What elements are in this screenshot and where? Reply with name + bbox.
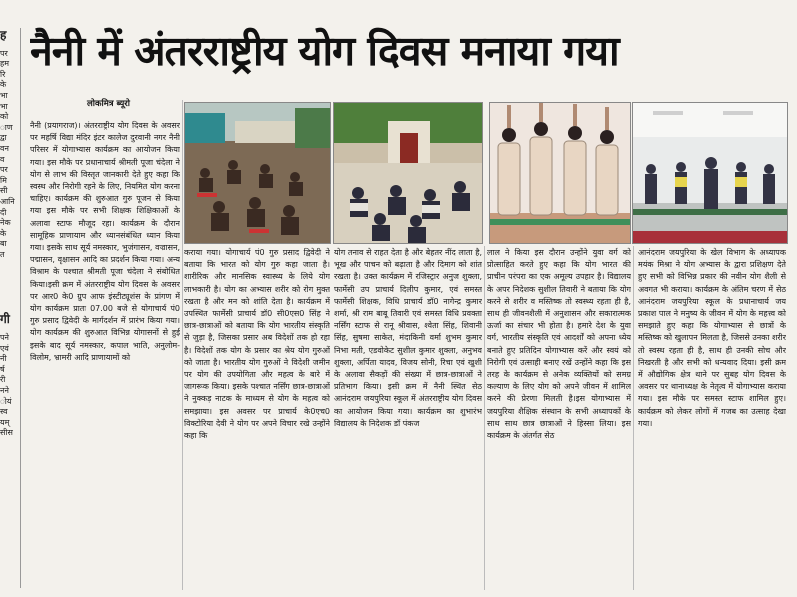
article-column-1 bbox=[30, 120, 180, 590]
strip-heading-top: ह bbox=[0, 28, 7, 42]
article-column-3 bbox=[334, 247, 482, 587]
strip-line: द्वा bbox=[0, 133, 7, 143]
article-headline: नैनी में अंतरराष्ट्रीय योग दिवस मनाया गया bbox=[30, 27, 619, 75]
strip-line: सी bbox=[0, 186, 8, 196]
strip-line: र्ष bbox=[0, 364, 5, 374]
byline: लोकमित्र ब्यूरो bbox=[87, 99, 130, 109]
strip-text-bottom bbox=[0, 333, 20, 439]
column-5-text: आनंदराम जयपुरिया के खेल विभाग के अध्यापक मयंक मिश्रा ने योग अभ्यास के द्वारा प्रशिक्षण देते हुए सभी को विभिन्न प्रकार की नवीन योग शैली से अवगत भी कराया। कार्यक्रम के अंतिम चरण में सेठ आनंदराम जयपुरिया स्कूल के प्रधानाचार्य जय प्रकाश पाल ने मनुष्य के जीवन में योग के महत्त्व को समझाते हुए कहा कि योगाभ्यास से छात्रों के मस्तिष्क को खुलापन मिलता है, जिससे उनका शरीर तो स्वस्थ रहता ही है, साथ ही उनकी सोच और निखरती है और सभी को धन्यवाद दिया। इसी क्रम में औद्योगिक क्षेत्र थाने पर सुबह योग दिवस के अवसर पर थानाध्यक्ष के नेतृत्व में योगाभ्यास कराया गया। इस मौके पर समस्त स्टाफ शामिल हुए। कार्यक्रम को लेकर लोगों में गजब का उत्साह देखा गया। bbox=[638, 248, 786, 428]
strip-line: पर bbox=[0, 165, 8, 175]
outdoor-yoga-ground-photo bbox=[184, 102, 331, 244]
article-column-5 bbox=[638, 247, 786, 587]
article-column-2 bbox=[184, 247, 330, 587]
article-column-4 bbox=[487, 247, 631, 587]
strip-line: आनि bbox=[0, 196, 15, 206]
strip-line: ाण bbox=[0, 122, 13, 132]
strip-text-top bbox=[0, 49, 20, 261]
strip-line: बा bbox=[0, 239, 7, 249]
strip-heading-mid: गी bbox=[0, 312, 10, 327]
strip-line: को bbox=[0, 112, 9, 122]
column-3-text: योग तनाव से राहत देता है और बेहतर नींद लाता है, भूख और पाचन को बढ़ाता है और दिमाग को शांत रखता है। उक्त कार्यक्रम में रजिस्ट्रार अनुज शुक्ला, फार्मेसी उप प्राचार्य दिलीप कुमार, एवं समस्त फार्मेसी शिक्षक, विधि प्राचार्य डॉ0 नागेन्द्र कुमार शर्मा, श्री राम बाबू तिवारी एवं समस्त विधि प्रवक्ता नर्सिंग स्टाफ से रानू श्रीवास, श्वेता सिंह, शिवानी सिंह, सुषमा साकेत, मंदाकिनी वर्मा शुभम कुमार निभा मती, एडवोकेट सुशील कुमार शुक्ला, अनुभव शुक्ला, अर्पिता यादव, विजय सोनी, रिचा एवं खुशी के अलावा सैकड़ों की संख्या में छात्र-छात्राओं ने प्रतिभाग किया। इसी क्रम में नैनी स्थित सेठ आनंदराम जयपुरिया स्कूल में अंतरराष्ट्रीय योग दिवस का आयोजन किया गया। कार्यक्रम का शुभारंभ विद्यालय के निदेशक डॉ पंकज bbox=[334, 248, 482, 428]
strip-line: वन bbox=[0, 143, 9, 153]
temple-yoga-group-photo bbox=[333, 102, 483, 244]
strip-line: स्व bbox=[0, 407, 8, 417]
strip-line: व bbox=[0, 154, 5, 164]
strip-line: एवं bbox=[0, 343, 9, 353]
strip-line: दी bbox=[0, 207, 7, 217]
strip-line: ोयं bbox=[0, 396, 12, 406]
strip-line: भा bbox=[0, 90, 8, 100]
column-rule bbox=[633, 246, 634, 590]
strip-line: री bbox=[0, 375, 6, 385]
strip-line: मि bbox=[0, 175, 7, 185]
students-raised-arms-photo bbox=[489, 102, 631, 244]
strip-line: पने bbox=[0, 333, 9, 343]
strip-line: नेक bbox=[0, 218, 11, 228]
strip-line: रि bbox=[0, 69, 6, 79]
strip-line: त bbox=[0, 249, 5, 259]
strip-line: यम् bbox=[0, 417, 10, 427]
strip-line: नने bbox=[0, 386, 9, 396]
strip-line: के bbox=[0, 228, 7, 238]
strip-line: सीस bbox=[0, 428, 13, 438]
strip-line: भा bbox=[0, 101, 8, 111]
strip-line: पर bbox=[0, 48, 8, 58]
hall-yoga-session-photo bbox=[632, 102, 788, 244]
column-2-text: कराया गया। योगाचार्य पं0 गुरु प्रसाद द्विवेदी ने बताया कि भारत को योग गुरु कहा जाता है। शारीरिक और मानसिक स्वास्थ्य के लिये योग लाभकारी है। योग का अभ्यास शरीर को रोग मुक्त रखता है और मन को शांति देता है। कार्यक्रम में उपस्थित फार्मेसी प्राचार्य डॉ0 सी0एस0 सिंह ने छात्र-छात्राओं को बताया कि योग भारतीय संस्कृति से जुड़ा है, जिसका प्रसार अब विदेशों तक हो रहा है। विदेशों तक योग के प्रसार का श्रेय योग गुरुओं को जाता है। भारतीय योग गुरुओं ने विदेशी जमीन पर योग की उपयोगिता और महत्व के बारे में जागरूक किया। इसके पश्चात नर्सिंग छात्र-छात्राओं ने नुक्कड़ नाटक के माध्यम से योग के महत्व को समझाया। इस अवसर पर प्राचार्य के0एच0 विक्टोरिया देवी ने योग पर अपने विचार रखे उन्होंने कहा कि bbox=[184, 248, 330, 441]
column-rule bbox=[484, 246, 485, 590]
strip-line: हम bbox=[0, 59, 10, 69]
strip-line: नी bbox=[0, 354, 7, 364]
strip-line: के bbox=[0, 80, 7, 90]
adjacent-article-strip bbox=[0, 28, 21, 588]
column-1-text: नैनी (प्रयागराज)। अंतरराष्ट्रीय योग दिवस के अवसर पर महर्षि विद्या मंदिर इंटर कालेज दुरवानी नगर नैनी परिसर में योगाभ्यास कार्यक्रम का आयोजन किया गया। इस मौके पर प्रधानाचार्य श्रीमती पूजा चंदेला ने योग से लाभ की विस्तृत जानकारी देते हुए कहा कि स्वस्थ और निरोगी रहने के लिए, नियमित योग करना चाहिए। कार्यक्रम की शुरुआत गुरु पूजन से किया गया इस मौके पर सभी शिक्षक शिक्षिकाओं के अलावा स्टाफ मौजूद रहा। कार्यक्रम के दौरान सामूहिक प्राणायाम और ध्यानसंबंधित ध्यान किया गया। इसके साथ सूर्य नमस्कार, भुजंगासन, वज्रासन, पद्मासन, वृक्षासन आदि का प्रदर्शन किया गया। अन्य विश्राम के पश्चात श्रीमती पूजा चंदेला ने संबोधित किया।इसी क्रम में अंतरराष्ट्रीय योग दिवस के अवसर पर आर0 के0 ग्रुप आफ इंस्टीट्यूशंस के प्रांगण में योग कार्यक्रम प्रातः 07.00 बजे से योगाचार्य पं0 गुरु प्रसाद द्विवेदी के मार्गदर्शन में प्रारंभ किया गया। योग कार्यक्रम की शुरुआत विभिन्न योगासनों से हुई इसके बाद सूर्य नमस्कार, कपाल भाति, अनुलोम-विलोम, भ्रामरी आदि प्राणायामों को bbox=[30, 121, 180, 362]
column-rule bbox=[182, 100, 183, 590]
column-4-text: लाल ने किया इस दौरान उन्होंने युवा वर्ग को प्रोत्साहित करते हुए कहा कि योग भारत की प्राचीन परंपरा का एक अमूल्य उपहार है। विद्यालय के अपर निदेशक सुशील तिवारी ने बताया कि योग करने से शरीर व मस्तिष्क तो स्वस्थ्य रहता ही है, साथ ही जीवनशैली में अनुशासन और सकारात्मक ऊर्जा का संचार भी होता है। हमारे देश के युवा वर्ग, भारतीय संस्कृति एवं आदर्शों को अपना ध्येय बनाते हुए प्रतिदिन योगाभ्यास करें और स्वयं को निरोगी एवं उत्साही बनाए रखें उन्होंने कहा कि इस तरह के कार्यक्रम से अनेक व्यक्तियों को समग्र कल्याण के लिए योग को अपने जीवन में शामिल करने की प्रेरणा मिलती है।इस योगाभ्यास में जयपुरिया शैक्षिक संस्थान के सभी अध्यापकों के साथ साथ छात्र छात्राओं ने हिस्सा लिया। इस कार्यक्रम के अंतर्गत सेठ bbox=[487, 248, 631, 441]
